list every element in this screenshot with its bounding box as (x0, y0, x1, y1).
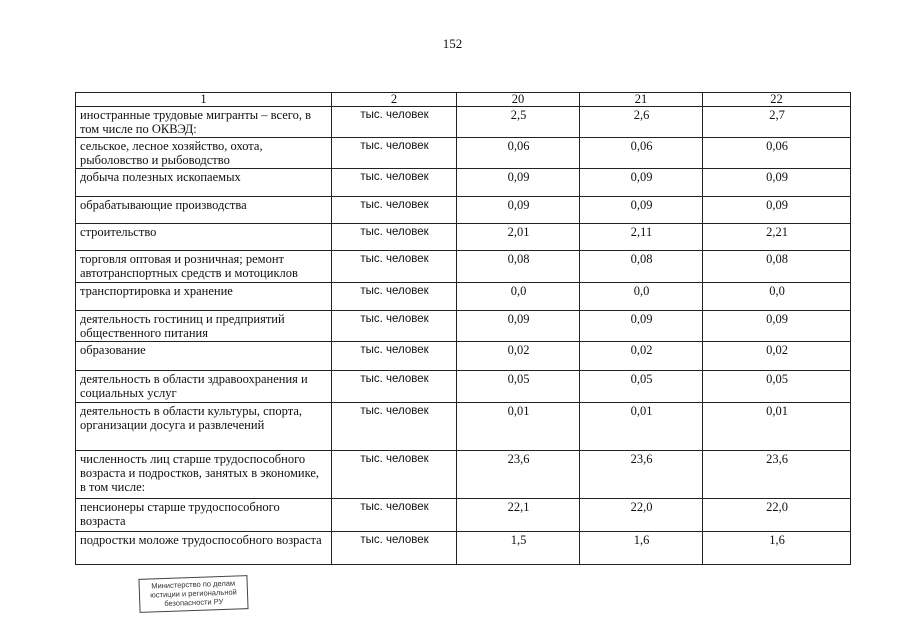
value-20: 1,5 (457, 532, 580, 565)
table-row (76, 107, 851, 138)
value-20: 23,6 (457, 451, 580, 499)
value-21: 2,11 (580, 224, 703, 251)
value-21: 0,08 (580, 251, 703, 283)
value-20: 22,1 (457, 499, 580, 532)
value-21: 2,6 (580, 107, 703, 138)
value-21: 1,6 (580, 532, 703, 565)
value-22: 0,05 (703, 371, 851, 403)
table-row (76, 169, 851, 197)
value-20: 2,5 (457, 107, 580, 138)
value-22: 0,09 (703, 169, 851, 197)
row-unit: тыс. человек (332, 224, 457, 251)
row-label: обрабатывающие производства (76, 197, 332, 224)
value-20: 2,01 (457, 224, 580, 251)
value-22: 22,0 (703, 499, 851, 532)
row-unit: тыс. человек (332, 532, 457, 565)
row-unit: тыс. человек (332, 197, 457, 224)
row-label: торговля оптовая и розничная; ремонт автотранспортных средств и мотоциклов (76, 251, 332, 283)
table-row (76, 224, 851, 251)
value-22: 2,21 (703, 224, 851, 251)
row-unit: тыс. человек (332, 371, 457, 403)
value-20: 0,05 (457, 371, 580, 403)
header-cell-2: 2 (332, 93, 457, 107)
table-row (76, 403, 851, 451)
table-row (76, 311, 851, 342)
row-label: строительство (76, 224, 332, 251)
value-20: 0,06 (457, 138, 580, 169)
value-21: 0,05 (580, 371, 703, 403)
table-row (76, 532, 851, 565)
value-22: 0,06 (703, 138, 851, 169)
value-22: 1,6 (703, 532, 851, 565)
value-21: 22,0 (580, 499, 703, 532)
table-row (76, 138, 851, 169)
table-row (76, 251, 851, 283)
row-label: образование (76, 342, 332, 371)
ministry-stamp (138, 575, 248, 613)
row-unit: тыс. человек (332, 107, 457, 138)
value-21: 0,09 (580, 311, 703, 342)
value-22: 0,02 (703, 342, 851, 371)
value-22: 2,7 (703, 107, 851, 138)
stamp-line-2: юстиции и региональной (150, 587, 237, 600)
value-21: 0,01 (580, 403, 703, 451)
stamp-line-3: безопасности РУ (164, 596, 224, 609)
value-22: 0,08 (703, 251, 851, 283)
row-label: подростки моложе трудоспособного возраста (76, 532, 332, 565)
value-21: 23,6 (580, 451, 703, 499)
value-21: 0,09 (580, 197, 703, 224)
data-table (75, 92, 851, 565)
value-22: 0,09 (703, 311, 851, 342)
stamp-line-1: Министерство по делам (151, 578, 236, 591)
row-unit: тыс. человек (332, 138, 457, 169)
row-unit: тыс. человек (332, 499, 457, 532)
row-label: сельское, лесное хозяйство, охота, рыболовство и рыбоводство (76, 138, 332, 169)
value-21: 0,06 (580, 138, 703, 169)
value-20: 0,09 (457, 197, 580, 224)
value-22: 0,09 (703, 197, 851, 224)
page-number: 152 (442, 36, 463, 51)
table-row (76, 283, 851, 311)
row-label: деятельность в области здравоохранения и социальных услуг (76, 371, 332, 403)
table-row (76, 499, 851, 532)
table-row (76, 342, 851, 371)
row-unit: тыс. человек (332, 342, 457, 371)
header-cell-1: 1 (76, 93, 332, 107)
value-20: 0,09 (457, 311, 580, 342)
row-label: иностранные трудовые мигранты – всего, в том числе по ОКВЭД: (76, 107, 332, 138)
value-20: 0,09 (457, 169, 580, 197)
row-unit: тыс. человек (332, 311, 457, 342)
table-row (76, 451, 851, 499)
row-label: пенсионеры старше трудоспособного возраста (76, 499, 332, 532)
row-label: транспортировка и хранение (76, 283, 332, 311)
row-unit: тыс. человек (332, 403, 457, 451)
value-20: 0,0 (457, 283, 580, 311)
row-unit: тыс. человек (332, 283, 457, 311)
value-21: 0,0 (580, 283, 703, 311)
value-21: 0,09 (580, 169, 703, 197)
header-cell-22: 22 (703, 93, 851, 107)
row-unit: тыс. человек (332, 451, 457, 499)
value-22: 0,0 (703, 283, 851, 311)
value-22: 0,01 (703, 403, 851, 451)
header-cell-20: 20 (457, 93, 580, 107)
header-row (76, 93, 851, 107)
row-unit: тыс. человек (332, 169, 457, 197)
value-20: 0,02 (457, 342, 580, 371)
value-22: 23,6 (703, 451, 851, 499)
table-row (76, 371, 851, 403)
row-label: деятельность гостиниц и предприятий общественного питания (76, 311, 332, 342)
row-label: добыча полезных ископаемых (76, 169, 332, 197)
value-20: 0,01 (457, 403, 580, 451)
value-21: 0,02 (580, 342, 703, 371)
row-unit: тыс. человек (332, 251, 457, 283)
table-row (76, 197, 851, 224)
header-cell-21: 21 (580, 93, 703, 107)
value-20: 0,08 (457, 251, 580, 283)
row-label: численность лиц старше трудоспособного возраста и подростков, занятых в экономике, в том числе: (76, 451, 332, 499)
row-label: деятельность в области культуры, спорта, организации досуга и развлечений (76, 403, 332, 451)
